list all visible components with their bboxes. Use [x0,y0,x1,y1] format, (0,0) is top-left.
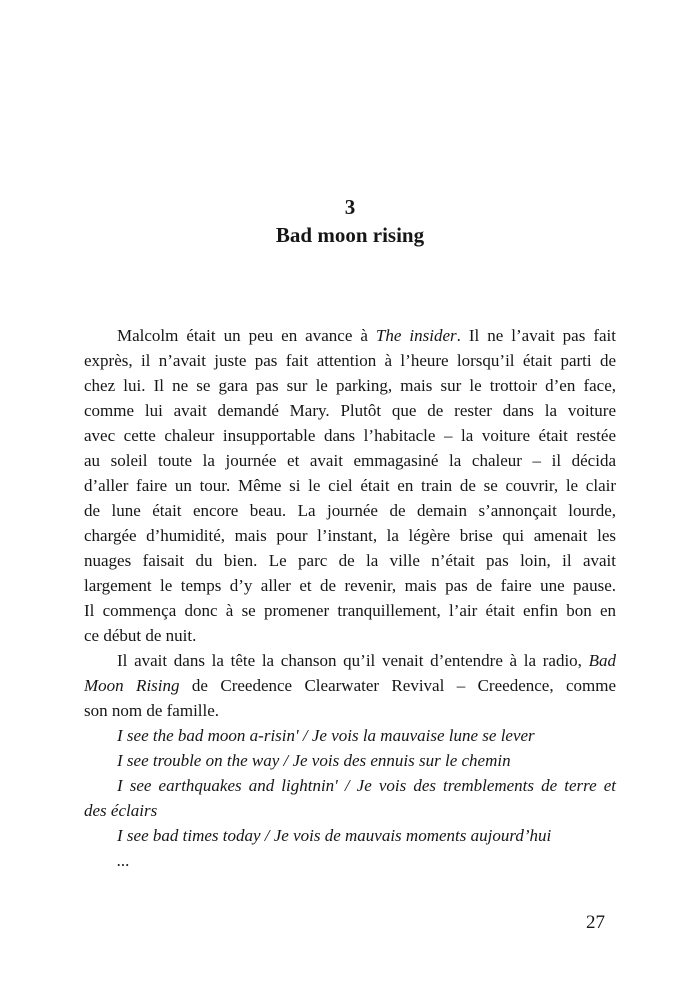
text-line [84,698,616,723]
text-line [84,398,616,423]
text-line [84,723,616,748]
italic-text-run: ... [117,851,130,870]
text-line [84,623,616,648]
text-run: ce début de nuit. [84,626,197,645]
text-run: nuages faisait du bien. Le parc de la ville n’était pas loin, il avait [84,551,616,570]
text-line [84,848,616,873]
text-run: son nom de famille. [84,701,220,720]
text-line [84,473,616,498]
italic-text-run: The insider [375,326,457,345]
chapter-heading [0,0,700,249]
text-run: Il avait dans la tête la chanson qu’il venait d’entendre à la radio, [117,651,589,670]
text-line [84,498,616,523]
text-line [84,648,616,673]
italic-text-run: Moon Rising [84,676,180,695]
text-line [84,523,616,548]
page-footer [0,910,700,935]
text-line [84,573,616,598]
text-run: comme lui avait demandé Mary. Plutôt que de rester dans la voiture [84,401,616,420]
text-line [84,548,616,573]
text-line [84,348,616,373]
text-run: chez lui. Il ne se gara pas sur le parking, mais sur le trottoir d’en face, [84,376,616,395]
text-run: largement le temps d’y aller et de revenir, mais pas de faire une pause. [84,576,616,595]
text-line [84,448,616,473]
text-line [84,598,616,623]
page-number: 27 [586,912,605,933]
text-line [84,748,616,773]
body-text [84,323,616,873]
text-run: . Il ne l’avait pas fait [456,326,616,345]
text-line [84,798,616,823]
text-run: Malcolm était un peu en avance à [117,326,376,345]
text-line [84,373,616,398]
chapter-number: 3 [344,195,356,219]
text-run: de Creedence Clearwater Revival – Creedence, comme [179,676,617,695]
text-run: Il commença donc à se promener tranquillement, l’air était enfin bon en [84,601,616,620]
italic-text-run: I see earthquakes and lightnin' / Je vois des tremblements de terre et [117,776,616,795]
text-run: avec cette chaleur insupportable dans l’habitacle – la voiture était restée [84,426,616,445]
text-run: d’aller faire un tour. Même si le ciel était en train de se couvrir, le clair [84,476,616,495]
italic-text-run: Bad [588,651,616,670]
text-run: de lune était encore beau. La journée de demain s’annonçait lourde, [84,501,616,520]
text-line [84,323,616,348]
text-run: chargée d’humidité, mais pour l’instant, la légère brise qui amenait les [84,526,616,545]
text-line [84,423,616,448]
text-line [84,823,616,848]
text-line [84,773,616,798]
italic-text-run: I see the bad moon a-risin' / Je vois la mauvaise lune se lever [117,726,535,745]
text-run: exprès, il n’avait juste pas fait attention à l’heure lorsqu’il était parti de [84,351,616,370]
italic-text-run: des éclairs [84,801,158,820]
chapter-title: Bad moon rising [275,223,425,247]
text-line [84,673,616,698]
text-run: au soleil toute la journée et avait emmagasiné la chaleur – il décida [84,451,616,470]
italic-text-run: I see trouble on the way / Je vois des ennuis sur le chemin [117,751,511,770]
italic-text-run: I see bad times today / Je vois de mauvais moments aujourd’hui [117,826,552,845]
